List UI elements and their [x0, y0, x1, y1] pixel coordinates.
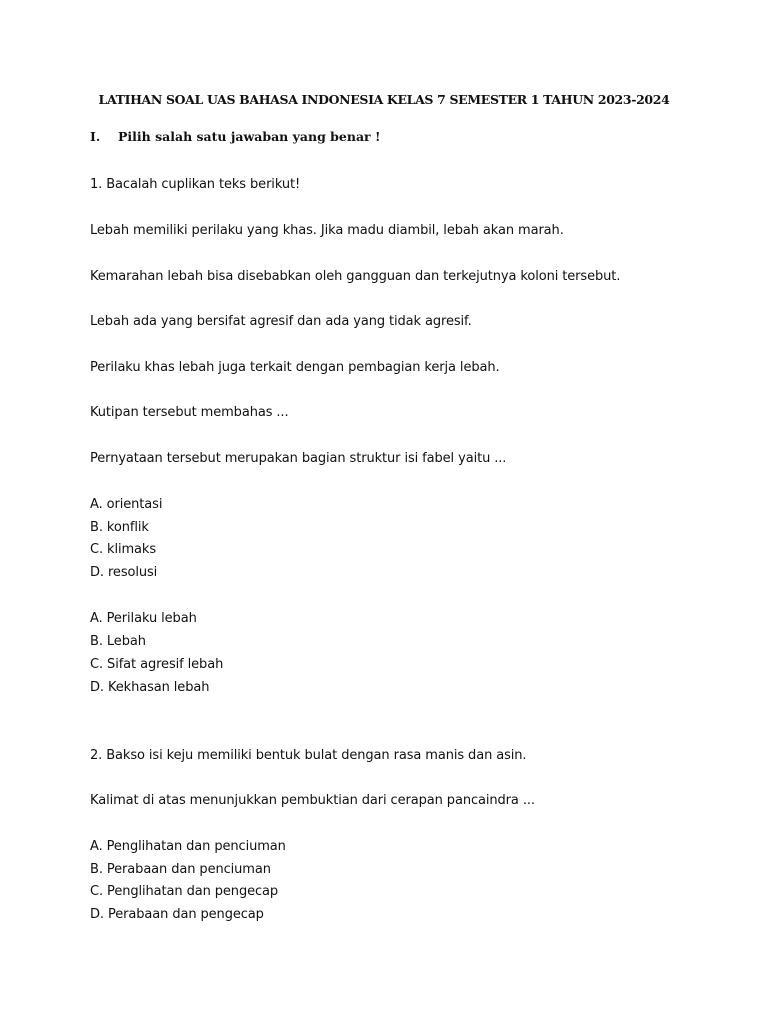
option-2-c: C. Sifat agresif lebah — [90, 657, 224, 672]
option-1-d: D. resolusi — [90, 565, 158, 580]
section-number: I. — [90, 129, 101, 144]
option-1-b: B. konflik — [90, 520, 149, 535]
option-3-c: C. Penglihatan dan pengecap — [90, 884, 279, 899]
question-1-prompt: 1. Bacalah cuplikan teks berikut! — [90, 177, 301, 192]
question-2-text: Kalimat di atas menunjukkan pembuktian dari cerapan pancaindra ... — [90, 793, 535, 808]
option-2-a: A. Perilaku lebah — [90, 611, 197, 626]
passage-line-3: Lebah ada yang bersifat agresif dan ada yang tidak agresif. — [90, 314, 472, 329]
option-3-a: A. Penglihatan dan penciuman — [90, 839, 286, 854]
option-2-d: D. Kekhasan lebah — [90, 680, 210, 695]
passage-line-2: Kemarahan lebah bisa disebabkan oleh gangguan dan terkejutnya koloni tersebut. — [90, 269, 621, 284]
option-2-b: B. Lebah — [90, 634, 146, 649]
question-2-statement: 2. Bakso isi keju memiliki bentuk bulat dengan rasa manis dan asin. — [90, 748, 527, 763]
option-1-c: C. klimaks — [90, 542, 157, 557]
option-1-a: A. orientasi — [90, 497, 163, 512]
passage-line-1: Lebah memiliki perilaku yang khas. Jika madu diambil, lebah akan marah. — [90, 223, 564, 238]
option-3-b: B. Perabaan dan penciuman — [90, 862, 271, 877]
option-3-d: D. Perabaan dan pengecap — [90, 907, 264, 922]
section-heading — [90, 129, 380, 144]
question-1b-text: Pernyataan tersebut merupakan bagian struktur isi fabel yaitu ... — [90, 451, 507, 466]
page-title: LATIHAN SOAL UAS BAHASA INDONESIA KELAS 7 SEMESTER 1 TAHUN 2023-2024 — [98, 92, 670, 107]
question-1a-text: Kutipan tersebut membahas ... — [90, 405, 289, 420]
section-instruction: Pilih salah satu jawaban yang benar ! — [118, 129, 381, 144]
passage-line-4: Perilaku khas lebah juga terkait dengan pembagian kerja lebah. — [90, 360, 500, 375]
